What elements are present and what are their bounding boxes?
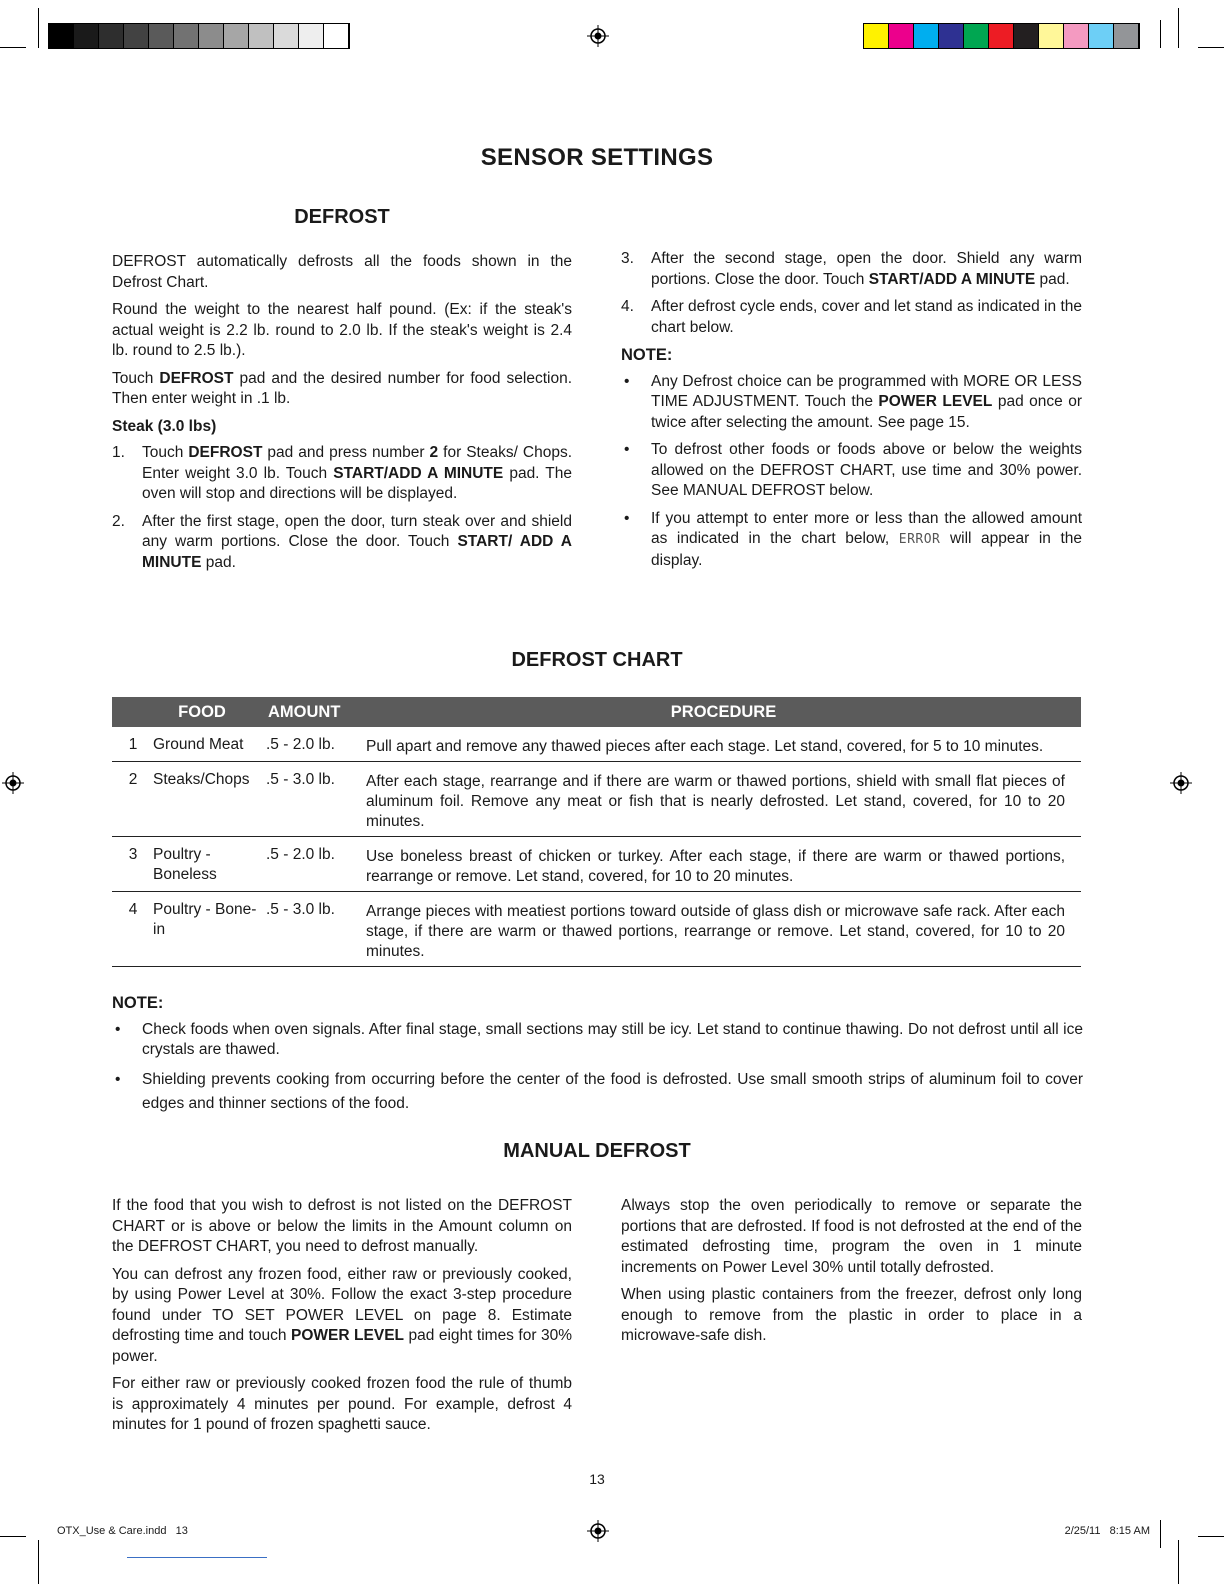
manual-defrost-paragraph: If the food that you wish to defrost is not listed on the DEFROST CHART or is above or below the limits in the Amount column on the DEFROST CHART, you need to defrost manually. [112, 1197, 572, 1255]
defrost-step: 4. After defrost cycle ends, cover and let stand as indicated in the chart below. [621, 298, 1082, 336]
calibration-swatch [864, 24, 889, 48]
calibration-swatch [324, 24, 349, 48]
defrost-left-column [112, 252, 572, 580]
chart-notes [112, 993, 1083, 1123]
row-number: 4 [112, 892, 148, 967]
calibration-swatch [989, 24, 1014, 48]
row-food: Poultry - Boneless [148, 837, 262, 892]
note-bullet: • Any Defrost choice can be programmed with MORE OR LESS TIME ADJUSTMENT. Touch the POWER LEVEL pad once or twice after selecting the amount. See page 15. [624, 372, 1082, 431]
manual-defrost-heading: MANUAL DEFROST [503, 1140, 691, 1162]
crop-mark [1160, 1520, 1161, 1548]
column-header-procedure: PROCEDURE [366, 697, 1081, 727]
registration-mark-icon [587, 25, 609, 47]
table-row [112, 892, 1081, 967]
calibration-swatch [149, 24, 174, 48]
defrost-step: 3. After the second stage, open the door. Shield any warm portions. Close the door. Touch START/ADD A MINUTE pad. [621, 250, 1082, 288]
defrost-intro: DEFROST automatically defrosts all the foods shown in the Defrost Chart. [112, 253, 572, 291]
row-procedure: Arrange pieces with meatiest portions toward outside of glass dish or microwave safe rack. After each stage, if there are warm or thawed portions, rearrange or remove. Let stand, covered, for 10 to 20 minutes. [366, 892, 1081, 967]
column-header-food: FOOD [112, 697, 262, 727]
manual-right-column [621, 1196, 1082, 1354]
calibration-swatch [914, 24, 939, 48]
table-row [112, 837, 1081, 892]
grayscale-calibration-bar [48, 23, 350, 49]
registration-mark-icon [587, 1520, 609, 1542]
defrost-chart-table [112, 697, 1081, 967]
steak-example-label: Steak (3.0 lbs) [112, 417, 217, 435]
calibration-swatch [74, 24, 99, 48]
note-bullet: • Check foods when oven signals. After final stage, small sections may still be icy. Let stand to continue thawing. Do not defrost until all ice crystals are thawed. [115, 1020, 1083, 1058]
crop-mark [1198, 47, 1224, 48]
row-procedure: After each stage, rearrange and if there are warm or thawed portions, shield with small flat pieces of aluminum foil. Remove any meat or fish that is nearly defrosted. Let stand, covered, for 10 to 20 minutes. [366, 762, 1081, 837]
row-procedure: Pull apart and remove any thawed pieces after each stage. Let stand, covered, for 5 to 10 minutes. [366, 727, 1081, 762]
defrost-heading: DEFROST [294, 206, 390, 228]
defrost-round-weight: Round the weight to the nearest half pound. (Ex: if the steak's actual weight is 2.2 lb. round to 2.0 lb. If the steak's weight is 2.4 lb. round to 2.5 lb.). [112, 301, 572, 359]
calibration-swatch [174, 24, 199, 48]
row-number: 1 [112, 727, 148, 762]
crop-mark [38, 8, 39, 48]
crop-mark [1198, 1536, 1224, 1537]
calibration-swatch [889, 24, 914, 48]
error-display-text: ERROR [898, 532, 941, 547]
calibration-swatch [299, 24, 324, 48]
calibration-swatch [1089, 24, 1114, 48]
footer-filename: OTX_Use & Care.indd 13 [57, 1525, 188, 1537]
row-food: Poultry - Bone-in [148, 892, 262, 967]
note-bullet: • If you attempt to enter more or less than the allowed amount as indicated in the chart below, ERROR will appear in the display. [624, 509, 1082, 569]
defrost-right-column [621, 249, 1082, 578]
row-food: Steaks/Chops [148, 762, 262, 837]
calibration-swatch [1014, 24, 1039, 48]
calibration-swatch [1039, 24, 1064, 48]
note-bullet: • Shielding prevents cooking from occurring before the center of the food is defrosted. Use small smooth strips of aluminum foil to cover edges and thinner sections of the food. [115, 1070, 1083, 1112]
calibration-swatch [249, 24, 274, 48]
table-header-row [112, 697, 1081, 727]
calibration-swatch [964, 24, 989, 48]
color-calibration-bar [863, 23, 1140, 49]
page-number: 13 [589, 1471, 605, 1487]
crop-mark [38, 1540, 39, 1584]
footer-rule [127, 1557, 267, 1558]
crop-mark [1160, 20, 1161, 48]
note-label: NOTE: [112, 994, 164, 1012]
crop-mark [1178, 8, 1179, 48]
row-amount: .5 - 2.0 lb. [262, 727, 366, 762]
defrost-step: 1. Touch DEFROST pad and press number 2 for Steaks/ Chops. Enter weight 3.0 lb. Touch START/ADD A MINUTE pad. The oven will stop and directions will be displayed. [112, 444, 573, 502]
calibration-swatch [274, 24, 299, 48]
calibration-swatch [1114, 24, 1139, 48]
calibration-swatch [939, 24, 964, 48]
row-amount: .5 - 3.0 lb. [262, 892, 366, 967]
row-procedure: Use boneless breast of chicken or turkey. After each stage, if there are warm or thawed portions, rearrange or remove. Let stand, covered, for 10 to 20 minutes. [366, 837, 1081, 892]
crop-mark [0, 47, 26, 48]
calibration-swatch [124, 24, 149, 48]
manual-defrost-paragraph: You can defrost any frozen food, either raw or previously cooked, by using Power Level at 30%. Follow the exact 3-step procedure found under TO SET POWER LEVEL on page 8. Estimate defrosting time and touch POWER LEVEL pad eight times for 30% power. [112, 1265, 572, 1365]
page-title: SENSOR SETTINGS [480, 144, 714, 171]
calibration-swatch [1064, 24, 1089, 48]
calibration-swatch [49, 24, 74, 48]
table-row [112, 727, 1081, 762]
table-row [112, 762, 1081, 837]
crop-mark [1178, 1540, 1179, 1584]
manual-defrost-paragraph: For either raw or previously cooked frozen food the rule of thumb is approximately 4 minutes per pound. For example, defrost 4 minutes for 1 pound of frozen spaghetti sauce. [112, 1375, 572, 1433]
crop-mark [0, 1536, 26, 1537]
row-amount: .5 - 3.0 lb. [262, 762, 366, 837]
registration-mark-icon [1170, 772, 1192, 794]
column-header-amount: AMOUNT [262, 697, 366, 727]
row-food: Ground Meat [148, 727, 262, 762]
defrost-touch-instruction: Touch DEFROST pad and the desired number for food selection. Then enter weight in .1 lb. [112, 369, 572, 407]
calibration-swatch [199, 24, 224, 48]
note-label: NOTE: [621, 346, 673, 364]
row-number: 3 [112, 837, 148, 892]
row-number: 2 [112, 762, 148, 837]
row-amount: .5 - 2.0 lb. [262, 837, 366, 892]
defrost-step: 2. After the first stage, open the door, turn steak over and shield any warm portions. Close the door. Touch START/ ADD A MINUTE pad. [112, 512, 573, 571]
registration-mark-icon [2, 772, 24, 794]
calibration-swatch [99, 24, 124, 48]
manual-defrost-paragraph: Always stop the oven periodically to remove or separate the portions that are defrosted. If food is not defrosted at the end of the estimated defrosting time, program the oven in 1 minute increments on Power Level 30% until totally defrosted. [621, 1197, 1082, 1276]
calibration-swatch [224, 24, 249, 48]
note-bullet: • To defrost other foods or foods above or below the weights allowed on the DEFROST CHART, use time and 30% power. See MANUAL DEFROST below. [624, 441, 1082, 499]
manual-left-column [112, 1196, 572, 1443]
manual-defrost-paragraph: When using plastic containers from the freezer, defrost only long enough to remove from the plastic in order to place in a microwave-safe dish. [621, 1286, 1082, 1344]
defrost-chart-heading: DEFROST CHART [511, 649, 683, 671]
footer-timestamp: 2/25/11 8:15 AM [1064, 1525, 1150, 1537]
